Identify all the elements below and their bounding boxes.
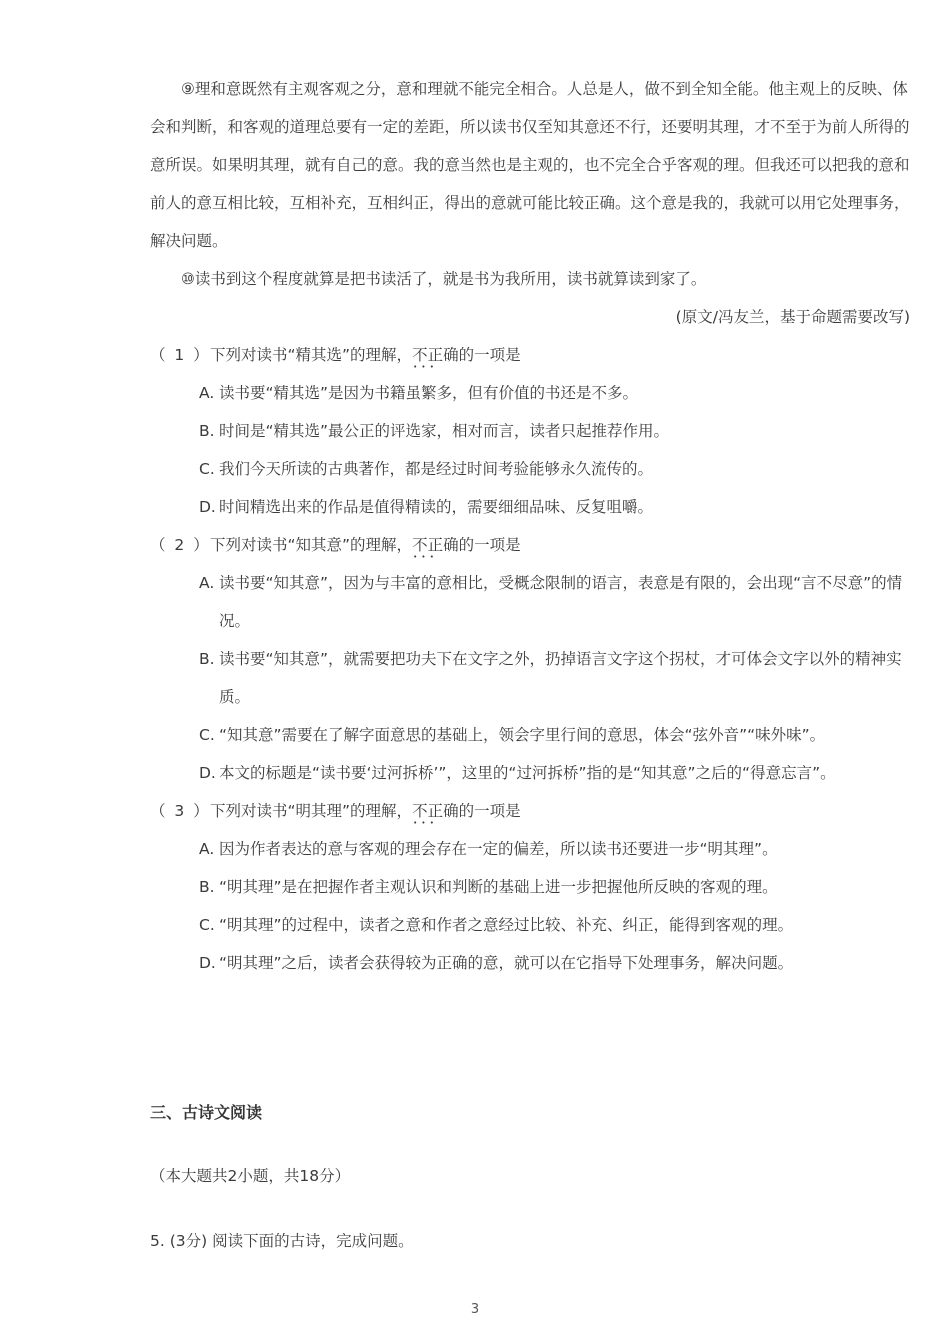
option-a[interactable]	[199, 374, 910, 412]
emphasis-dotted: 不正确 • • •	[412, 526, 459, 564]
question-5-prompt: 5. (3分) 阅读下面的古诗，完成问题。	[150, 1232, 414, 1250]
emphasis-dotted: 不正确 • • •	[412, 792, 459, 830]
option-letter: B.	[199, 650, 215, 668]
stem-text-end: 的一项是	[458, 536, 521, 554]
question-2	[150, 526, 910, 792]
option-d[interactable]	[199, 944, 910, 982]
option-d[interactable]	[199, 754, 910, 792]
option-letter: B.	[199, 878, 215, 896]
option-b[interactable]	[199, 868, 910, 906]
option-text: 我们今天所读的古典著作，都是经过时间考验能够永久流传的。	[219, 460, 654, 478]
question-number: （ 3 ）	[150, 802, 211, 820]
option-a[interactable]	[199, 564, 910, 640]
option-text: 时间是“精其选”最公正的评选家，相对而言，读者只起推荐作用。	[219, 422, 670, 440]
option-letter: A.	[199, 384, 215, 402]
question-stem	[150, 336, 910, 374]
option-text: 因为作者表达的意与客观的理会存在一定的偏差，所以读书还要进一步“明其理”。	[219, 840, 778, 858]
option-letter: C.	[199, 726, 215, 744]
stem-text: 下列对读书“明其理”的理解，	[210, 802, 413, 820]
option-text: “明其理”是在把握作者主观认识和判断的基础上进一步把握他所反映的客观的理。	[219, 878, 778, 896]
option-b[interactable]	[199, 640, 910, 716]
document-body	[150, 70, 910, 982]
option-text: “知其意”需要在了解字面意思的基础上，领会字里行间的意思，体会“弦外音”“味外味”。	[219, 726, 826, 744]
question-number: （ 1 ）	[150, 346, 211, 364]
source-citation: (原文/冯友兰，基于命题需要改写)	[675, 308, 910, 326]
option-letter: C.	[199, 460, 215, 478]
emphasis-dotted: 不正确 • • •	[412, 336, 459, 374]
question-number: （ 2 ）	[150, 536, 211, 554]
stem-text-end: 的一项是	[458, 802, 521, 820]
page-number: 3	[470, 1302, 480, 1317]
option-text: 读书要“知其意”，因为与丰富的意相比，受概念限制的语言，表意是有限的，会出现“言不尽意”的情况。	[219, 574, 903, 630]
option-letter: A.	[199, 840, 215, 858]
option-c[interactable]	[199, 716, 910, 754]
option-letter: D.	[199, 764, 216, 782]
stem-text-end: 的一项是	[458, 346, 521, 364]
option-text: “明其理”之后，读者会获得较为正确的意，就可以在它指导下处理事务，解决问题。	[219, 954, 794, 972]
option-text: 本文的标题是“读书要‘过河拆桥’”，这里的“过河拆桥”指的是“知其意”之后的“得意忘言”。	[219, 764, 836, 782]
option-text: 读书要“精其选”是因为书籍虽繁多，但有价值的书还是不多。	[219, 384, 639, 402]
paragraph-9: ⑨理和意既然有主观客观之分，意和理就不能完全相合。人总是人，做不到全知全能。他主观上的反映、体会和判断，和客观的道理总要有一定的差距，所以读书仅至知其意还不行，还要明其理，才不至于为前人所得的意所误。如果明其理，就有自己的意。我的意当然也是主观的，也不完全合乎客观的理。但我还可以把我的意和前人的意互相比较，互相补充，互相纠正，得出的意就可能比较正确。这个意是我的，我就可以用它处理事务，解决问题。	[150, 80, 910, 250]
option-text: 时间精选出来的作品是值得精读的，需要细细品味、反复咀嚼。	[219, 498, 654, 516]
question-stem	[150, 792, 910, 830]
option-a[interactable]	[199, 830, 910, 868]
option-b[interactable]	[199, 412, 910, 450]
section-heading: 三、古诗文阅读	[150, 1103, 263, 1122]
option-letter: C.	[199, 916, 215, 934]
paragraph-10: ⑩读书到这个程度就算是把书读活了，就是书为我所用，读书就算读到家了。	[181, 270, 707, 288]
stem-text: 下列对读书“精其选”的理解，	[210, 346, 413, 364]
option-letter: B.	[199, 422, 215, 440]
option-d[interactable]	[199, 488, 910, 526]
option-text: 读书要“知其意”，就需要把功夫下在文字之外，扔掉语言文字这个拐杖，才可体会文字以外的精神实质。	[219, 650, 902, 706]
question-stem	[150, 526, 910, 564]
option-text: “明其理”的过程中，读者之意和作者之意经过比较、补充、纠正，能得到客观的理。	[219, 916, 794, 934]
stem-text: 下列对读书“知其意”的理解，	[210, 536, 413, 554]
question-3	[150, 792, 910, 982]
option-c[interactable]	[199, 450, 910, 488]
option-letter: A.	[199, 574, 215, 592]
question-1	[150, 336, 910, 526]
option-letter: D.	[199, 954, 216, 972]
option-letter: D.	[199, 498, 216, 516]
option-c[interactable]	[199, 906, 910, 944]
section-note: （本大题共2小题，共18分）	[150, 1167, 351, 1185]
